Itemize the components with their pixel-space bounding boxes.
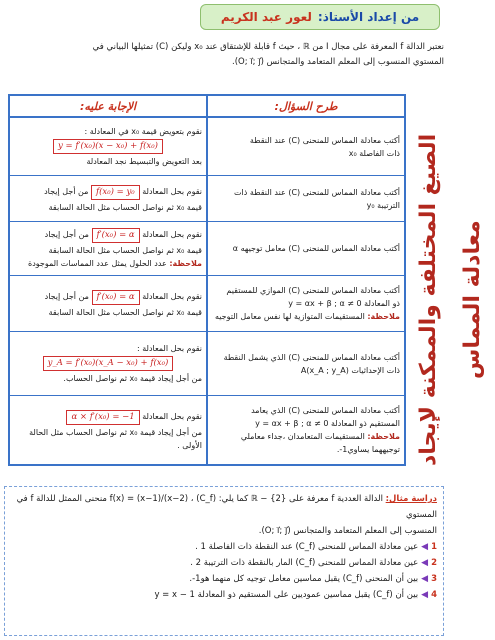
answer-cell [10, 222, 206, 275]
note-label: ملاحظة: [169, 259, 202, 268]
answer-text: قيمة x₀ ثم نواصل الحساب مثل الحالة السابقة [48, 307, 202, 317]
item-number: 1 [431, 542, 437, 552]
answer-text: من أجل إيجاد [44, 230, 89, 239]
answer-text: قيمة x₀ ثم نواصل الحساب مثل الحالة السابقة [48, 202, 202, 212]
question-line: ذو المعادلة y = αx + β ; α ≠ 0 [288, 299, 400, 308]
side-title: الصيغ المختلفة والممكنة لإيجاد معادلة المماس [416, 133, 485, 467]
list-item [11, 587, 437, 603]
table-header [10, 96, 404, 118]
formula-box: f′(x₀) = α [92, 290, 140, 305]
question-line: أكتب معادلة المماس للمنحنى (C) عند النقطة ذات [234, 187, 400, 197]
formula-box: y_A = f′(x₀)(x_A − x₀) + f(x₀) [43, 356, 174, 371]
arrow-left-icon: ◀ [421, 542, 429, 552]
question-cell [206, 118, 404, 175]
item-number: 3 [431, 574, 437, 584]
author-role: من إعداد الأستاذ: [317, 10, 420, 24]
tangent-table [8, 94, 406, 466]
answer-cell [10, 176, 206, 221]
list-item [11, 571, 437, 587]
intro-line-2: المستوي المنسوب إلى المعلم المتعامد والمتجانس (O; i⃗; j⃗). [232, 57, 444, 67]
note-text: المستقيمات المتعامدان ،جداء معاملي توجيههما يساوي1-. [240, 432, 400, 454]
answer-text: بعد التعويض والتبسيط نجد المعادلة [86, 157, 202, 166]
arrow-left-icon: ◀ [421, 590, 429, 600]
table-row [10, 176, 404, 222]
table-row [10, 396, 404, 464]
answer-cell [10, 332, 206, 395]
header-answer: الإجابة عليه: [79, 99, 137, 113]
question-line: أكتب معادلة المماس للمنحنى (C) عند النقطة [249, 135, 400, 145]
example-text: المنسوب إلى المعلم المتعامد والمتجانس (O; i⃗; j⃗). [258, 526, 437, 536]
answer-text: نقوم بتعويض قيمة x₀ في المعادلة : [84, 127, 202, 136]
answer-text: نقوم بحل المعادلة : [136, 344, 202, 353]
question-line: أكتب معادلة المماس للمنحنى (C) الذي يعامد [251, 406, 400, 415]
note-text: المستقيمات المتوازية لها نفس معامل التوجيه [214, 312, 365, 321]
author-name: لعور عبد الكريم [220, 10, 312, 24]
item-text: عين معادلة المماس للمنحنى (C_f) المار بالنقطة ذات الترتيبة 2 . [190, 558, 419, 568]
question-line: أكتب معادلة المماس للمنحنى (C) معامل توجيهه α [232, 244, 400, 253]
formula-box: f(x₀) = y₀ [91, 185, 140, 200]
question-line: ذات الفاصلة x₀ [348, 148, 400, 158]
question-line: أكتب معادلة المماس للمنحنى (C) الذي يشمل النقطة [223, 352, 400, 362]
example-label: دراسة مثال: [385, 494, 437, 504]
answer-text: من أجل إيجاد [44, 186, 89, 196]
table-row [10, 222, 404, 276]
item-number: 4 [431, 590, 437, 600]
list-item [11, 539, 437, 555]
table-row [10, 332, 404, 396]
example-box [4, 486, 444, 636]
intro-text [4, 40, 444, 70]
arrow-left-icon: ◀ [421, 558, 429, 568]
answer-text: نقوم بحل المعادلة [142, 230, 202, 239]
note-text: عدد الحلول يمثل عدد المماسات الموجودة [28, 259, 167, 268]
table-row [10, 276, 404, 332]
question-cell [206, 176, 404, 221]
question-cell [206, 332, 404, 395]
item-text: عين معادلة المماس للمنحنى (C_f) عند النقطة ذات الفاصلة 1 . [195, 542, 419, 552]
question-line: الترتيبة y₀ [366, 200, 400, 210]
formula-box: y = f′(x₀)(x − x₀) + f(x₀) [53, 139, 163, 154]
question-line: المستقيم ذو المعادلة y = αx + β ; α ≠ 0 [255, 419, 400, 428]
item-text: بين أن المنحنى (C_f) يقبل مماسين معامل توجيه كل منهما هو1-. [189, 574, 419, 584]
answer-text: من أجل إيجاد قيمة x₀ ثم نواصل الحساب. [63, 374, 202, 383]
question-cell [206, 276, 404, 331]
question-cell [206, 222, 404, 275]
answer-text: من أجل إيجاد [44, 291, 89, 301]
author-banner [200, 4, 440, 30]
answer-text: نقوم بحل المعادلة [142, 291, 202, 301]
item-text: بين أن (C_f) يقبل مماسين عموديين على المستقيم ذو المعادلة y = x − 1 [154, 590, 419, 600]
arrow-left-icon: ◀ [421, 574, 429, 584]
answer-text: قيمة x₀ ثم نواصل الحساب مثل الحالة السابقة [48, 246, 202, 255]
answer-cell [10, 118, 206, 175]
list-item [11, 555, 437, 571]
answer-text: من أجل إيجاد قيمة x₀ ثم نواصل الحساب مثل الحالة الأولى . [29, 427, 202, 450]
question-line: أكتب معادلة المماس للمنحنى (C) الموازي للمستقيم [226, 286, 400, 295]
answer-cell [10, 276, 206, 331]
intro-line-1: نعتبر الدالة f المعرفة على مجال I من ℝ ، حيث f قابلة للإشتقاق عند x₀ وليكن (C) تمثيلها البياني في [92, 42, 444, 52]
note-label: ملاحظة: [367, 312, 400, 321]
example-text: الدالة العددية f معرفة على ℝ − {2} كما يلي: f(x) = (x−1)/(x−2) ، (C_f) منحنى الممثل للدالة f في المستوي [16, 494, 437, 520]
question-cell [206, 396, 404, 464]
answer-text: نقوم بحل المعادلة [142, 186, 202, 196]
answer-cell [10, 396, 206, 464]
table-row [10, 118, 404, 176]
item-number: 2 [431, 558, 437, 568]
header-question: طرح السؤال: [206, 96, 404, 116]
formula-box: α × f′(x₀) = −1 [66, 410, 139, 425]
question-line: ذات الإحداثيات A(x_A ; y_A) [300, 365, 400, 375]
note-label: ملاحظة: [367, 432, 400, 441]
answer-text: نقوم بحل المعادلة [142, 411, 202, 421]
formula-box: f′(x₀) = α [92, 228, 140, 243]
